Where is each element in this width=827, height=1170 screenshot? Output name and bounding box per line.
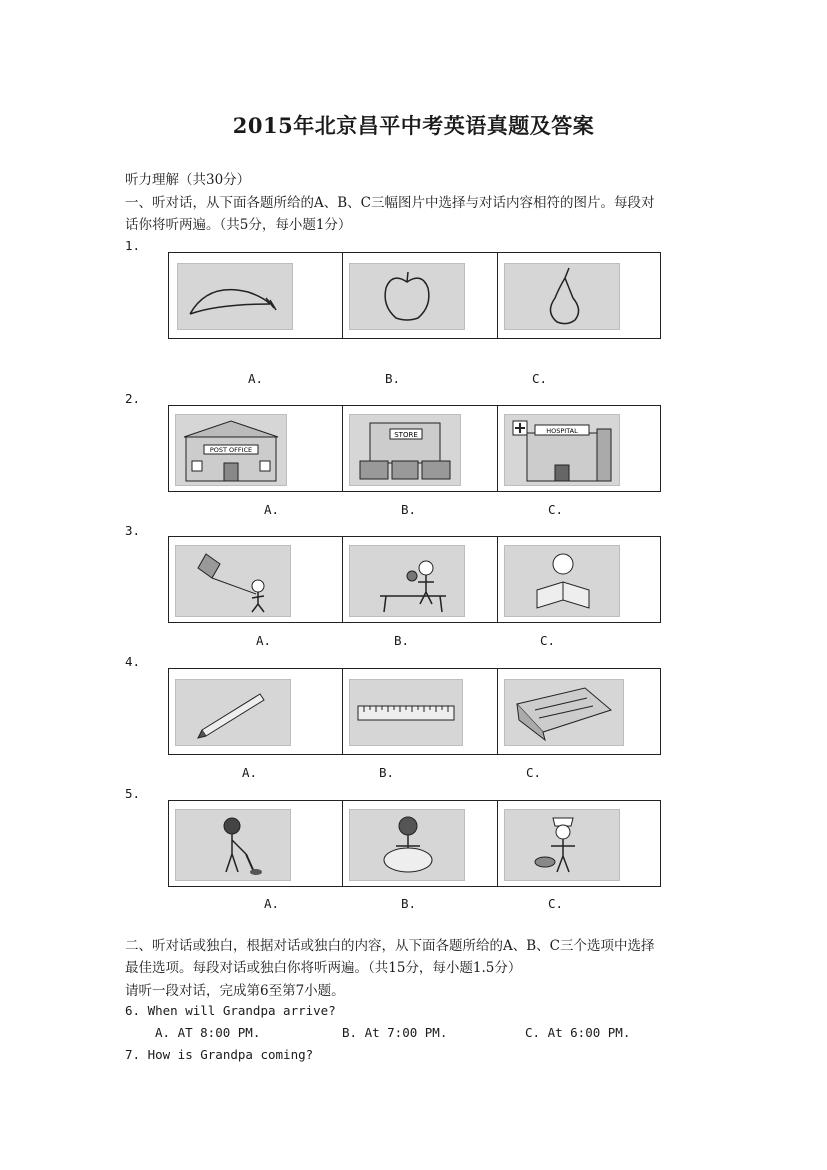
picture-cell — [498, 253, 661, 339]
picture-table-q5 — [168, 800, 661, 887]
option-label: B. — [379, 765, 395, 780]
question-6-option-b: B. At 7:00 PM. — [342, 1025, 448, 1040]
option-label: C. — [548, 896, 564, 911]
picture-table-q3 — [168, 536, 661, 623]
option-label: C. — [548, 502, 564, 517]
option-label: B. — [401, 502, 417, 517]
reading-book-icon — [504, 545, 620, 617]
picture-table-q2 — [168, 405, 661, 492]
picture-table-q1 — [168, 252, 661, 339]
part1-instruction-line2: 话你将听两遍。（共5分，每小题1分） — [125, 217, 352, 233]
picture-cell — [343, 669, 498, 755]
option-label: B. — [401, 896, 417, 911]
picture-cell — [498, 537, 661, 623]
picture-table-q4 — [168, 668, 661, 755]
question-6-option-c: C. At 6:00 PM. — [525, 1025, 631, 1040]
pencil-icon — [175, 679, 291, 746]
store-sign: STORE — [394, 431, 418, 439]
option-label: A. — [248, 371, 264, 386]
banana-icon — [177, 263, 293, 330]
question-7-text: 7. How is Grandpa coming? — [125, 1047, 314, 1062]
post-office-sign: POST OFFICE — [209, 446, 253, 454]
apple-icon — [349, 263, 465, 330]
question-number: 1. — [125, 238, 141, 253]
part2-sub-instruction: 请听一段对话，完成第6至第7小题。 — [125, 983, 345, 999]
part1-instruction-line1: 一、听对话，从下面各题所给的A、B、C三幅图片中选择与对话内容相符的图片。每段对 — [125, 195, 655, 211]
hospital-sign: HOSPITAL — [546, 427, 578, 435]
option-label: B. — [394, 633, 410, 648]
option-label: A. — [256, 633, 272, 648]
ruler-icon — [349, 679, 463, 746]
post-office-icon — [175, 414, 287, 486]
option-label: C. — [532, 371, 548, 386]
question-number: 3. — [125, 523, 141, 538]
question-6-option-a: A. AT 8:00 PM. — [155, 1025, 261, 1040]
picture-cell — [343, 537, 498, 623]
picture-cell — [498, 801, 661, 887]
option-label: A. — [264, 896, 280, 911]
picture-cell — [343, 253, 498, 339]
picture-cell — [169, 537, 343, 623]
picture-cell — [498, 669, 661, 755]
washing-clothes-icon — [349, 809, 465, 881]
question-number: 4. — [125, 654, 141, 669]
question-number: 2. — [125, 391, 141, 406]
picture-cell — [169, 406, 343, 492]
part2-instruction-line1: 二、听对话或独白，根据对话或独白的内容，从下面各题所给的A、B、C三个选项中选择 — [125, 938, 655, 954]
section-header: 听力理解（共30分） — [125, 172, 251, 188]
picture-cell — [169, 669, 343, 755]
option-label: A. — [242, 765, 258, 780]
picture-cell — [169, 253, 343, 339]
cooking-icon — [504, 809, 620, 881]
store-icon — [349, 414, 461, 486]
hospital-icon — [504, 414, 620, 486]
option-label: C. — [540, 633, 556, 648]
question-number: 5. — [125, 786, 141, 801]
page-title: 2015年北京昌平中考英语真题及答案 — [232, 113, 595, 138]
part2-instruction-line2: 最佳选项。每段对话或独白你将听两遍。（共15分，每小题1.5分） — [125, 960, 522, 976]
flying-kite-icon — [175, 545, 291, 617]
playing-ping-pong-icon — [349, 545, 465, 617]
picture-cell — [169, 801, 343, 887]
option-label: C. — [526, 765, 542, 780]
pear-icon — [504, 263, 620, 330]
picture-cell — [343, 406, 498, 492]
option-label: A. — [264, 502, 280, 517]
picture-cell — [343, 801, 498, 887]
pencil-case-icon — [504, 679, 624, 746]
sweeping-floor-icon — [175, 809, 291, 881]
picture-cell — [498, 406, 661, 492]
question-6-text: 6. When will Grandpa arrive? — [125, 1003, 336, 1018]
option-label: B. — [385, 371, 401, 386]
